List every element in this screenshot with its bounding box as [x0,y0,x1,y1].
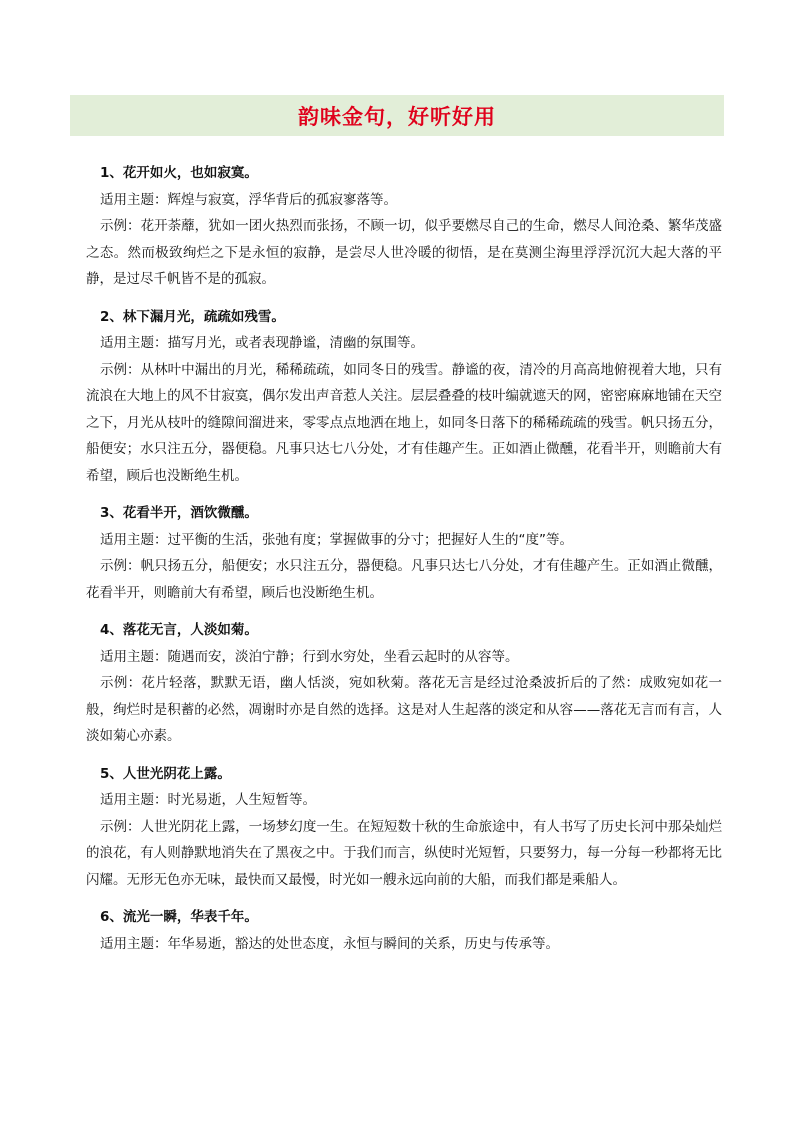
item-theme: 适用主题：过平衡的生活，张弛有度；掌握做事的分寸；把握好人生的“度”等。 [100,531,573,548]
document-body [86,160,722,968]
list-item [86,904,722,957]
list-item [86,160,722,293]
item-theme: 适用主题：年华易逝，豁达的处世态度，永恒与瞬间的关系，历史与传承等。 [100,935,559,952]
title-banner [70,95,724,136]
item-heading: 1、花开如火，也如寂寞。 [100,165,258,181]
item-example: 示例：从林叶中漏出的月光，稀稀疏疏，如同冬日的残雪。静谧的夜，清冷的月高高地俯视着大地，只有流浪在大地上的风不甘寂寞，偶尔发出声音惹人关注。层层叠叠的枝叶编就遮天的网，密密麻麻地铺在天空之下，月光从枝叶的缝隙间溜进来，零零点点地洒在地上，如同冬日落下的稀稀疏疏的残雪。帆只扬五分，船便安；水只注五分，器便稳。凡事只达七八分处，才有佳趣产生。正如酒止微醺，花看半开，则瞻前大有希望，顾后也没断绝生机。 [86,361,722,484]
item-theme: 适用主题：时光易逝，人生短暂等。 [100,792,316,808]
list-item [86,500,722,606]
item-example: 示例：花片轻落，默默无语，幽人恬淡，宛如秋菊。落花无言是经过沧桑波折后的了然：成败宛如花一般，绚烂时是积蓄的必然，凋谢时亦是自然的选择。这是对人生起落的淡定和从容——落花无言而有言，人淡如菊心亦素。 [86,675,722,744]
item-example: 示例：帆只扬五分，船便安；水只注五分，器便稳。凡事只达七八分处，才有佳趣产生。正如酒止微醺，花看半开，则瞻前大有希望，顾后也没断绝生机。 [86,558,722,601]
item-heading: 6、流光一瞬，华表千年。 [100,909,258,925]
item-heading: 3、花看半开，酒饮微醺。 [100,505,258,521]
item-theme: 适用主题：随遇而安，淡泊宁静；行到水穷处，坐看云起时的从容等。 [100,648,519,665]
item-heading: 5、人世光阴花上露。 [100,765,231,782]
list-item [86,761,722,894]
item-theme: 适用主题：辉煌与寂寞，浮华背后的孤寂寥落等。 [100,191,397,208]
list-item [86,617,722,750]
item-example: 示例：人世光阴花上露，一场梦幻度一生。在短短数十秋的生命旅途中，有人书写了历史长河中那朵灿烂的浪花，有人则静默地消失在了黑夜之中。于我们而言，纵使时光短暂，只要努力，每一分每一秒都将无比闪耀。无形无色亦无味，最快而又最慢，时光如一艘永远向前的大船，而我们都是乘船人。 [86,818,722,888]
list-item [86,304,722,490]
item-heading: 4、落花无言，人淡如菊。 [100,622,258,638]
page-title: 韵味金句，好听好用 [298,104,496,129]
item-example: 示例：花开荼蘼，犹如一团火热烈而张扬，不顾一切，似乎要燃尽自己的生命，燃尽人间沧桑、繁华茂盛之态。然而极致绚烂之下是永恒的寂静，是尝尽人世冷暖的彻悟，是在莫测尘海里浮浮沉沉大起大落的平静，是过尽千帆皆不是的孤寂。 [86,218,722,287]
item-theme: 适用主题：描写月光，或者表现静谧，清幽的氛围等。 [100,335,424,351]
item-heading: 2、林下漏月光，疏疏如残雪。 [100,308,285,325]
